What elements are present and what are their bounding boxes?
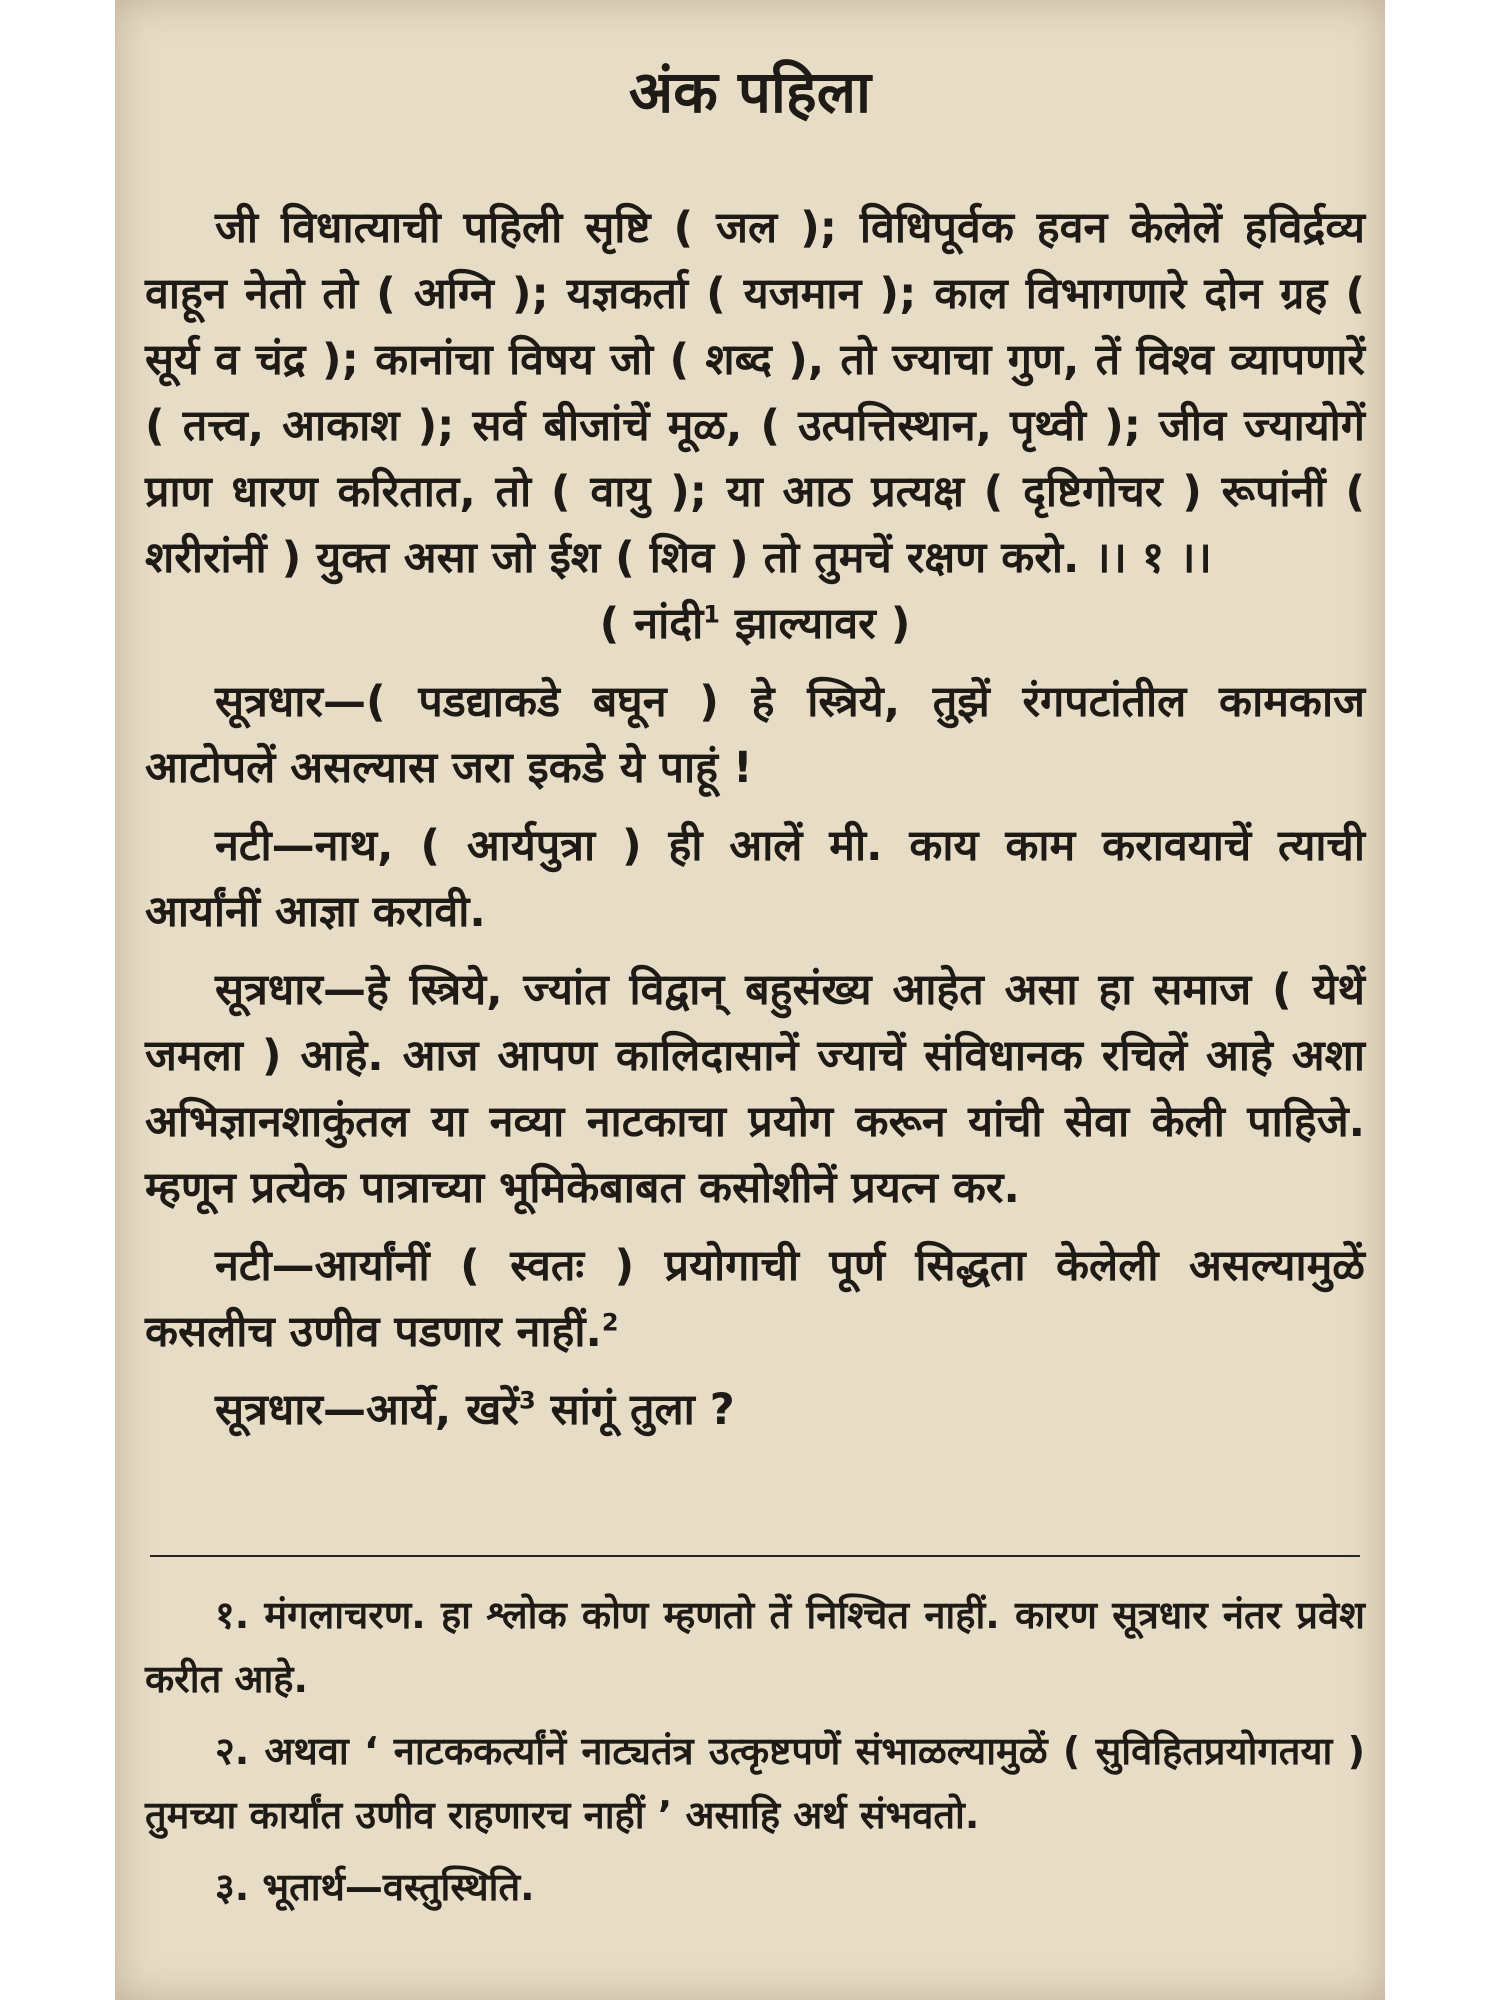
stage-direction-text-end: झाल्यावर ) (719, 599, 911, 649)
dialogue-sutradhar-3 (145, 1377, 1365, 1443)
stage-direction-text: ( नांदी (599, 599, 704, 649)
dialogue-nati-1: नटी—नाथ, ( आर्यपुत्रा ) ही आलें मी. काय काम करावयाचें त्याची आर्यांनीं आज्ञा करावी. (145, 821, 1365, 937)
dialogue-sutradhar-1: सूत्रधार—( पडद्याकडे बघून ) हे स्त्रिये, तुझें रंगपटांतील कामकाज आटोपलें असल्यास जरा इकडे ये पाहूं ! (145, 677, 1365, 793)
book-page (115, 0, 1385, 2000)
footnote-marker-2: 2 (601, 1308, 619, 1337)
dialogue-sutradhar-2: सूत्रधार—हे स्त्रिये, ज्यांत विद्वान् बहुसंख्य आहेत असा हा समाज ( येथें जमला ) आहे. आज आपण कालिदासानें ज्याचें संविधानक रचिलें आहे अशा अभिज्ञानशाकुंतल या नव्या नाटकाचा प्रयोग करून यांची सेवा केली पाहिजे. म्हणून प्रत्येक पात्राच्या भूमिकेबाबत कसोशीनें प्रयत्न कर. (145, 965, 1365, 1213)
footnote-marker-1: 1 (703, 600, 720, 629)
footnote-2: २. अथवा ‘ नाटककर्त्यांनें नाट्यतंत्र उत्कृष्टपणें संभाळल्यामुळें ( सुविहितप्रयोगतया ) तुमच्या कार्यांत उणीव राहणारच नाहीं ’ असाहि अर्थ संभवतो. (145, 1729, 1365, 1837)
footnote-divider (150, 1555, 1360, 1557)
main-text (145, 195, 1365, 1443)
dialogue-nati-2 (145, 1233, 1365, 1365)
footnote-1: १. मंगलाचरण. हा श्लोक कोण म्हणतो तें निश्चित नाहीं. कारण सूत्रधार नंतर प्रवेश करीत आहे. (145, 1593, 1365, 1701)
footnote-3: ३. भूतार्थ—वस्तुस्थिति. (215, 1865, 535, 1909)
dialogue-nati-2-text: नटी—आर्यांनीं ( स्वतः ) प्रयोगाची पूर्ण सिद्धता केलेली असल्यामुळें कसलीच उणीव पडणार नाहीं. (145, 1241, 1365, 1357)
footnotes (145, 1575, 1365, 1919)
invocation-verse: जी विधात्याची पहिली सृष्टि ( जल ); विधिपूर्वक हवन केलेलें हविर्द्रव्य वाहून नेतो तो ( अग्नि ); यज्ञकर्ता ( यजमान ); काल विभागणारे दोन ग्रह ( सूर्य व चंद्र ); कानांचा विषय जो ( शब्द ), तो ज्याचा गुण, तें विश्व व्यापणारें ( तत्त्व, आकाश ); सर्व बीजांचें मूळ, ( उत्पत्तिस्थान, पृथ्वी ); जीव ज्यायोगें प्राण धारण करितात, तो ( वायु ); या आठ प्रत्यक्ष ( दृष्टिगोचर ) रूपांनीं ( शरीरांनीं ) युक्त असा जो ईश ( शिव ) तो तुमचें रक्षण करो. ।। १ ।। (145, 203, 1365, 583)
footnote-marker-3: 3 (518, 1386, 536, 1415)
stage-direction (145, 591, 1365, 657)
chapter-heading: अंक पहिला (628, 58, 872, 126)
dialogue-sutradhar-3-text-end: सांगूं तुला ? (535, 1385, 735, 1435)
dialogue-sutradhar-3-text: सूत्रधार—आर्ये, खरें (215, 1385, 519, 1435)
